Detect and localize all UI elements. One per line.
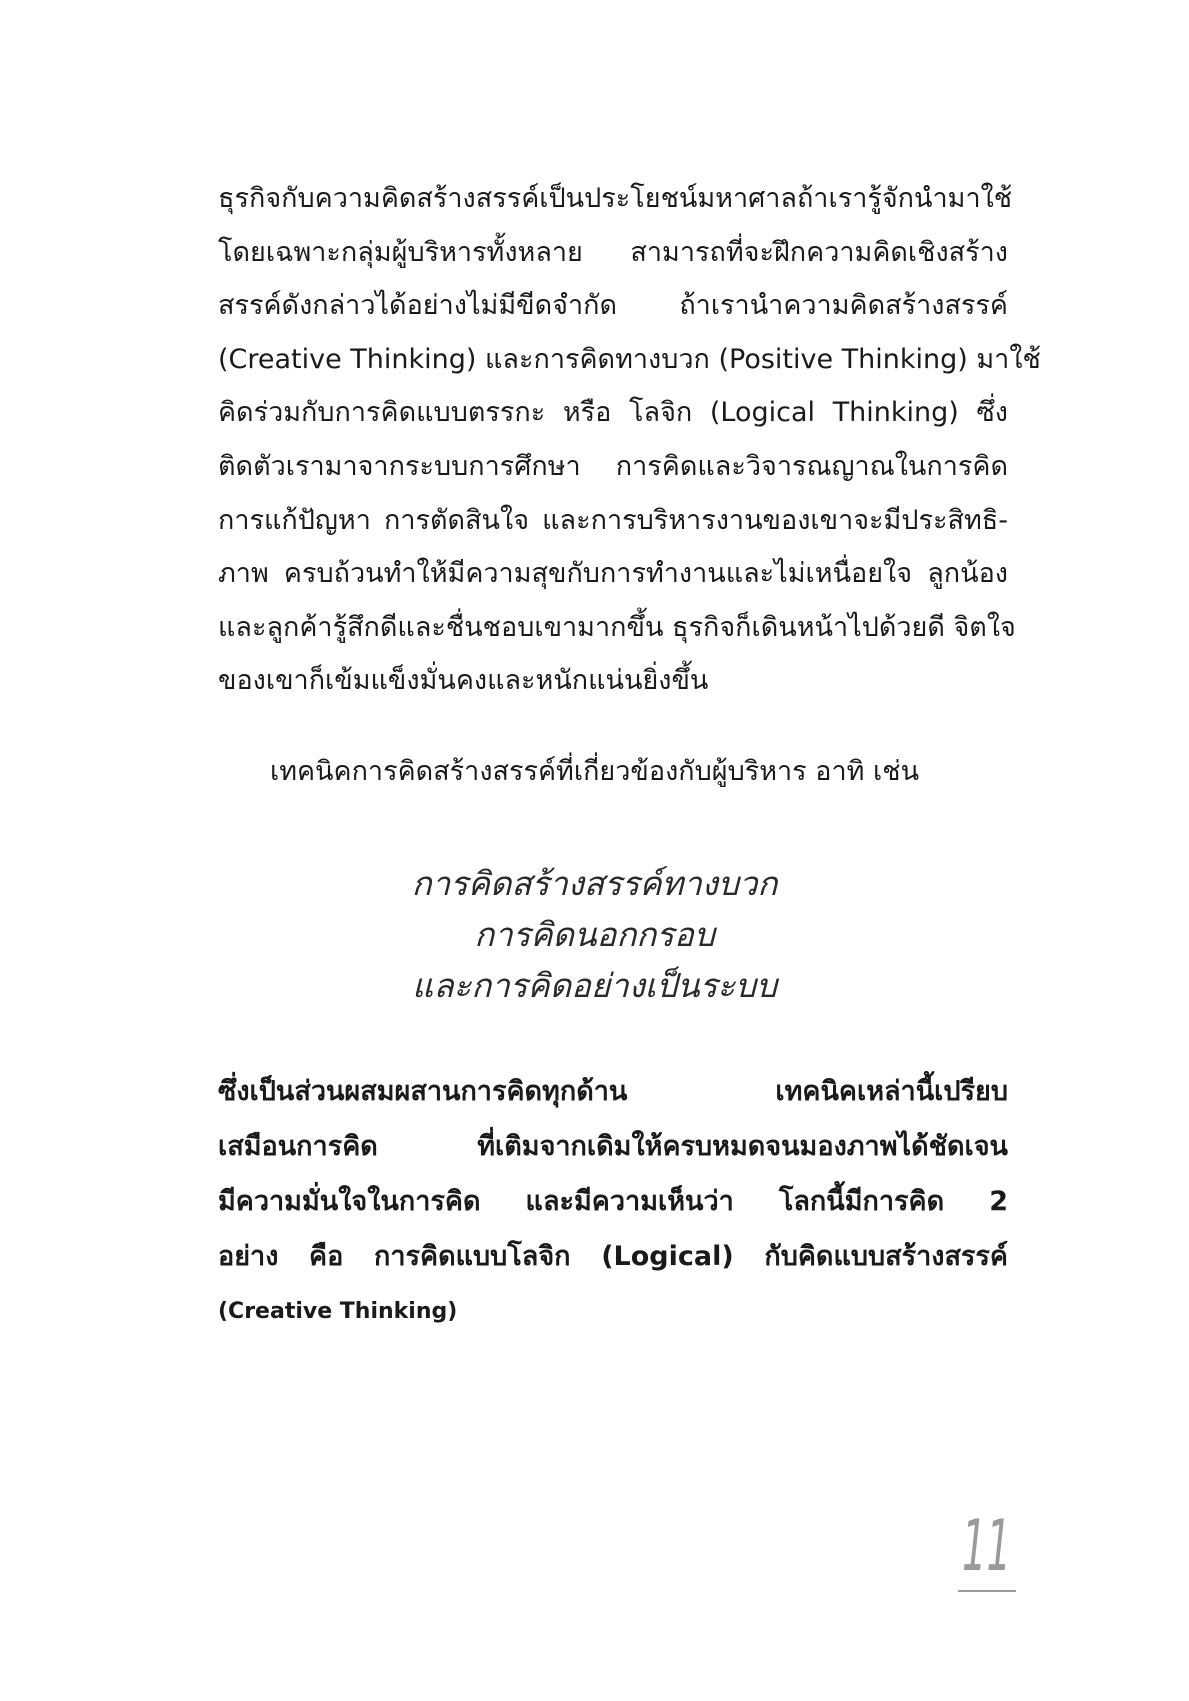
bold-paragraph-line: อย่าง คือ การคิดแบบโลจิก (Logical) กับคิดแบบสร้างสรรค์ <box>218 1241 1008 1272</box>
paragraph-line: ของเขาก็เข้มแข็งมั่นคงและหนักแน่นยิ่งขึ้น <box>218 665 709 697</box>
bold-paragraph-line: (Creative Thinking) <box>218 1299 458 1324</box>
techniques-intro: เทคนิคการคิดสร้างสรรค์ที่เกี่ยวข้องกับผู้บริหาร อาทิ เช่น <box>269 756 920 787</box>
paragraph-line: (Creative Thinking) และการคิดทางบวก (Positive Thinking) มาใช้ <box>218 343 1041 375</box>
paragraph-line: การแก้ปัญหา การตัดสินใจ และการบริหารงานของเขาจะมีประสิทธิ- <box>218 504 1008 536</box>
page-number-underline <box>958 1590 1016 1592</box>
paragraph-line: สรรค์ดังกล่าวได้อย่างไม่มีขีดจำกัด ถ้าเรานำความคิดสร้างสรรค์ <box>218 290 1008 322</box>
body-paragraph <box>218 172 1041 708</box>
page-number: 11 <box>962 1505 1011 1587</box>
paragraph-line: ติดตัวเรามาจากระบบการศึกษา การคิดและวิจารณญาณในการคิด <box>218 450 1008 482</box>
techniques-list <box>0 858 1189 1011</box>
paragraph-line: โดยเฉพาะกลุ่มผู้บริหารทั้งหลาย สามารถที่จะฝึกความคิดเชิงสร้าง <box>218 236 1008 268</box>
paragraph-line: ธุรกิจกับความคิดสร้างสรรค์เป็นประโยชน์มหาศาลถ้าเรารู้จักนำมาใช้ <box>218 183 1013 214</box>
bold-paragraph-line: ซึ่งเป็นส่วนผสมผสานการคิดทุกด้าน เทคนิคเหล่านี้เปรียบ <box>218 1076 1008 1107</box>
bold-paragraph <box>218 1064 1008 1339</box>
technique-item: การคิดสร้างสรรค์ทางบวก <box>411 864 778 903</box>
paragraph-line: และลูกค้ารู้สึกดีและชื่นชอบเขามากขึ้น ธุรกิจก็เดินหน้าไปด้วยดี จิตใจ <box>218 611 1016 643</box>
bold-paragraph-line: มีความมั่นใจในการคิด และมีความเห็นว่า โลกนี้มีการคิด 2 <box>218 1186 1008 1217</box>
technique-item: การคิดนอกกรอบ <box>474 915 715 954</box>
paragraph-line: ภาพ ครบถ้วนทำให้มีความสุขกับการทำงานและไม่เหนื่อยใจ ลูกน้อง <box>218 558 1008 590</box>
technique-item: และการคิดอย่างเป็นระบบ <box>412 966 777 1005</box>
paragraph-line: คิดร่วมกับการคิดแบบตรรกะ หรือ โลจิก (Logical Thinking) ซึ่ง <box>218 397 1008 429</box>
bold-paragraph-line: เสมือนการคิด ที่เติมจากเดิมให้ครบหมดจนมองภาพได้ชัดเจน <box>218 1131 1008 1162</box>
